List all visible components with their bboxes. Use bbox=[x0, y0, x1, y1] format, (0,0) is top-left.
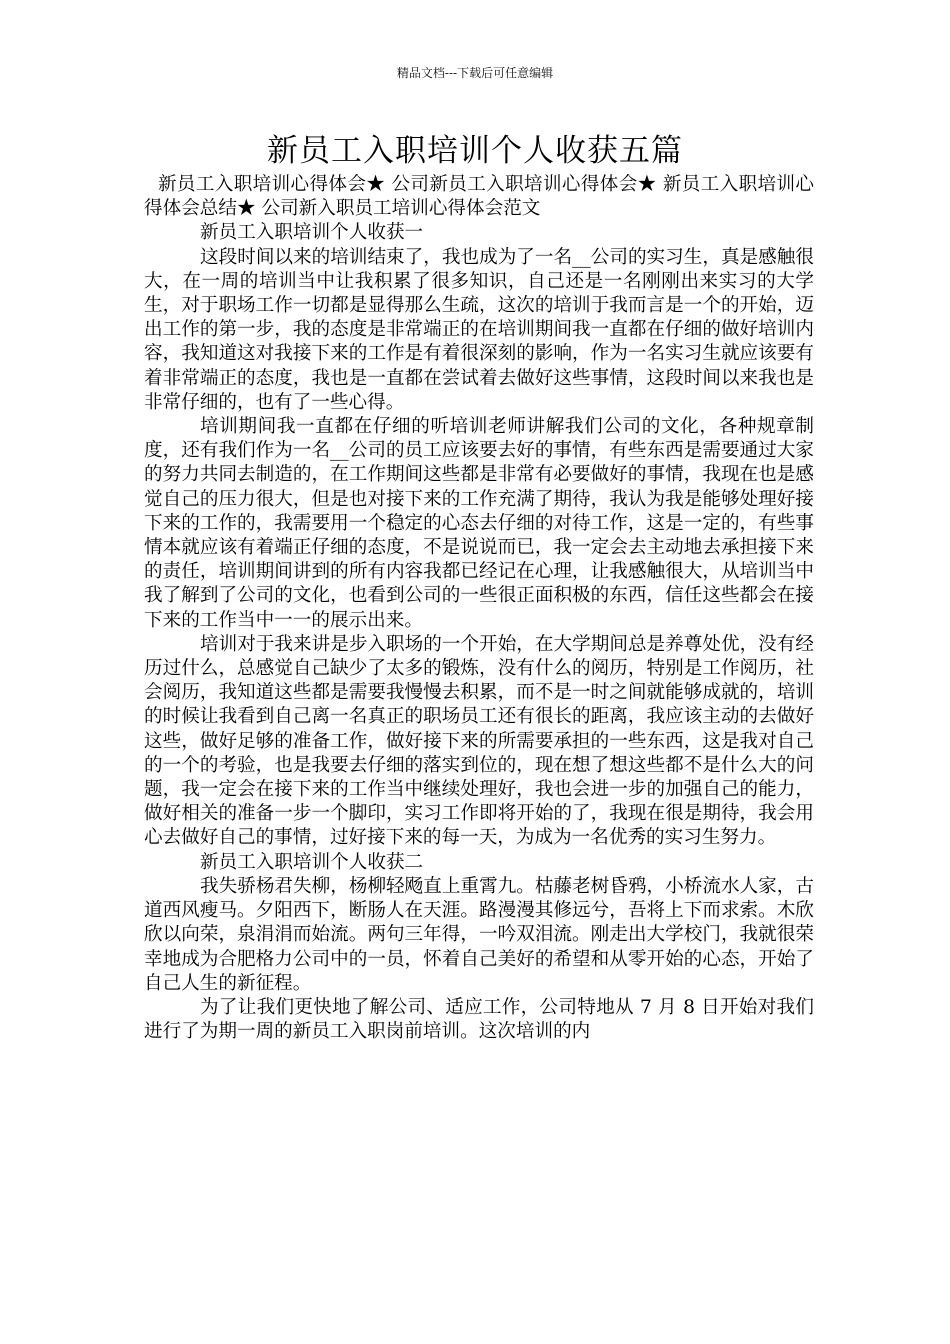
paragraph: 培训期间我一直都在仔细的听培训老师讲解我们公司的文化，各种规章制度，还有我们作为一名__公司的员工应该要去好的事情，有些东西是需要通过大家的努力共同去制造的，在工作期间这些都是非常有必要做好的事情，我现在也是感觉自己的压力很大，但是也对接下来的工作充满了期待，我认为我是能够处理好接下来的工作的，我需要用一个稳定的心态去仔细的对待工作，这是一定的，有些事情本就应该有着端正仔细的态度，不是说说而已，我一定会去主动地去承担接下来的责任，培训期间讲到的所有内容我都已经记在心理，让我感触很大，从培训当中我了解到了公司的文化，也看到公司的一些很正面积极的东西，信任这些都会在接下来的工作当中一一的展示出来。 bbox=[144, 416, 814, 631]
document-body bbox=[144, 173, 814, 1044]
page-header-note: 精品文档---下载后可任意编辑 bbox=[396, 66, 554, 80]
paragraph: 培训对于我来讲是步入职场的一个开始，在大学期间总是养尊处优，没有经历过什么，总感觉自己缺少了太多的锻炼，没有什么的阅历，特别是工作阅历，社会阅历，我知道这些都是需要我慢慢去积累，而不是一时之间就能够成就的，培训的时候让我看到自己离一名真正的职场员工还有很长的距离，我应该主动的去做好这些，做好足够的准备工作，做好接下来的所需要承担的一些东西，这是我对自己的一个的考验，也是我要去仔细的落实到位的，现在想了想这些都不是什么大的问题，我一定会在接下来的工作当中继续处理好，我也会进一步的加强自己的能力，做好相关的准备一步一个脚印，实习工作即将开始的了，我现在很是期待，我会用心去做好自己的事情，过好接下来的每一天，为成为一名优秀的实习生努力。 bbox=[144, 633, 814, 849]
paragraph: 这段时间以来的培训结束了，我也成为了一名__公司的实习生，真是感触很大，在一周的培训当中让我积累了很多知识，自己还是一名刚刚出来实习的大学生，对于职场工作一切都是显得那么生疏，这次的培训于我而言是一个的开始，迈出工作的第一步，我的态度是非常端正的在培训期间我一直都在仔细的做好培训内容，我知道这对我接下来的工作是有着很深刻的影响，作为一名实习生就应该要有着非常端正的态度，我也是一直都在尝试着去做好这些事情，这段时间以来我也是非常仔细的，也有了一些心得。 bbox=[144, 246, 814, 413]
section-heading-1: 新员工入职培训个人收获一 bbox=[200, 222, 424, 244]
document-title: 新员工入职培训个人收获五篇 bbox=[267, 133, 683, 169]
related-articles-links[interactable]: 新员工入职培训心得体会★ 公司新员工入职培训心得体会★ 新员工入职培训心得体会总结★ 公司新入职员工培训心得体会范文 bbox=[144, 174, 814, 220]
paragraph: 我失骄杨君失柳，杨柳轻飏直上重霄九。枯藤老树昏鸦，小桥流水人家，古道西风瘦马。夕阳西下，断肠人在天涯。路漫漫其修远兮，吾将上下而求索。木欣欣以向荣，泉涓涓而始流。两句三年得，一吟双泪流。刚走出大学校门，我就很荣幸地成为合肥格力公司中的一员，怀着自己美好的希望和从零开始的心态，开始了自己人生的新征程。 bbox=[144, 875, 814, 994]
paragraph: 为了让我们更快地了解公司、适应工作，公司特地从 7 月 8 日开始对我们进行了为期一周的新员工入职岗前培训。这次培训的内 bbox=[144, 996, 814, 1043]
section-heading-2: 新员工入职培训个人收获二 bbox=[200, 851, 424, 873]
